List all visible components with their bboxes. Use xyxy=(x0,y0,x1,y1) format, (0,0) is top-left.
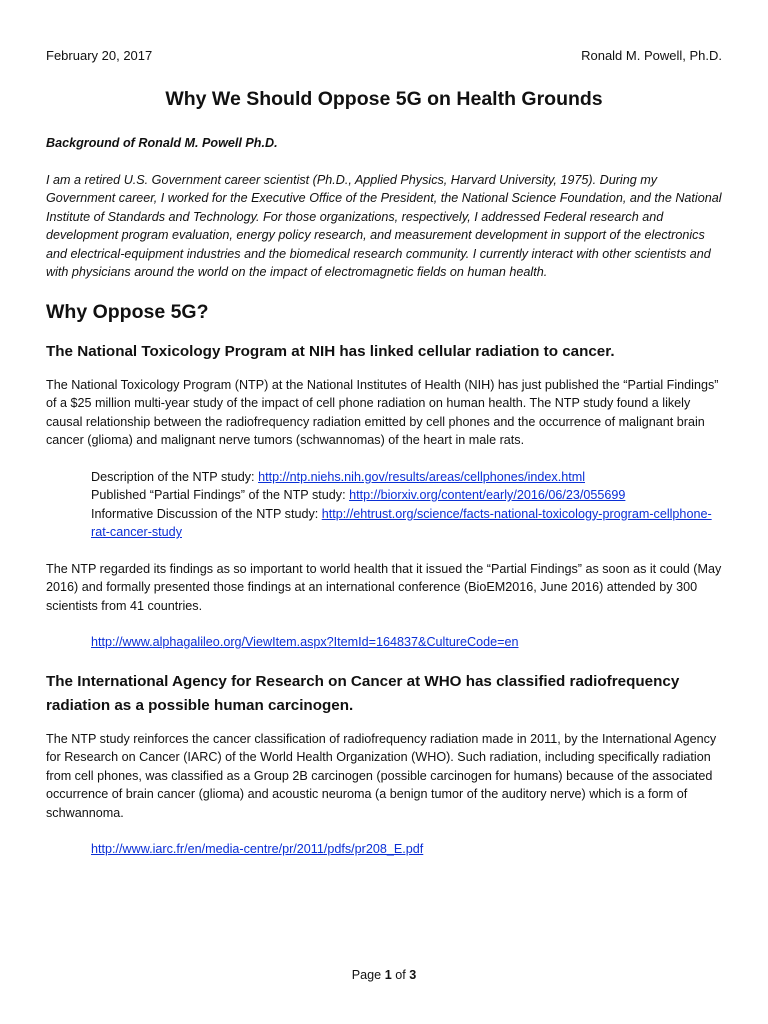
ntp-partial-findings-link[interactable]: http://biorxiv.org/content/early/2016/06/23/055699 xyxy=(349,488,626,502)
document-author: Ronald M. Powell, Ph.D. xyxy=(581,48,722,63)
link-label: Description of the NTP study: xyxy=(91,469,259,484)
iarc-heading: The International Agency for Research on Cancer at WHO has classified radiofrequency radiation as a possible human carcinogen. xyxy=(46,672,680,714)
ntp-heading: The National Toxicology Program at NIH has linked cellular radiation to cancer. xyxy=(46,342,615,360)
document-date: February 20, 2017 xyxy=(46,48,153,63)
ntp-links xyxy=(91,468,724,542)
ntp-paragraph-2: The NTP regarded its findings as so important to world health that it issued the “Partial Findings” as soon as it could (May 2016) and formally presented those findings at an international conference (BioEM2016, June 2016) attended by 300 scientists from 41 countries. xyxy=(46,561,722,613)
document-body xyxy=(46,134,724,877)
of-word: of xyxy=(391,968,410,982)
page-footer xyxy=(0,968,768,982)
ntp-paragraph-1: The National Toxicology Program (NTP) at the National Institutes of Health (NIH) has just published the “Partial Findings” of a $25 million multi-year study of the impact of cell phone radiation on human health. The NTP study found a likely causal relationship between the radiofrequency radiation emitted by cell phones and the occurrence of malignant brain cancer (glioma) and malignant nerve tumors (schwannomas) of the heart in male rats. xyxy=(46,377,719,447)
section-heading-why-oppose: Why Oppose 5G? xyxy=(46,300,209,323)
iarc-paragraph: The NTP study reinforces the cancer classification of radiofrequency radiation made in 2011, by the International Agency for Research on Cancer (IARC) of the World Health Organization (WHO). Such radiation, including specifically radiation from cell phones, was classified as a Group 2B carcinogen (possible carcinogen for humans) because of the associated occurrence of brain cancer (glioma) and acoustic neuroma (a benign tumor of the auditory nerve) which is a form of schwannoma. xyxy=(46,731,717,820)
alphagalileo-link[interactable]: http://www.alphagalileo.org/ViewItem.aspx?ItemId=164837&CultureCode=en xyxy=(91,635,519,649)
page-header xyxy=(46,48,722,63)
iarc-link[interactable]: http://www.iarc.fr/en/media-centre/pr/2011/pdfs/pr208_E.pdf xyxy=(91,842,424,856)
ntp-link-description xyxy=(91,468,724,487)
link-label: Published “Partial Findings” of the NTP study: xyxy=(91,488,350,502)
ntp-link-discussion xyxy=(91,505,724,542)
iarc-link-line xyxy=(91,840,724,859)
ntp-discussion-link[interactable]: http://ehtrust.org/science/facts-national-toxicology-program-cellphone-rat-cancer-study xyxy=(91,506,712,539)
ntp-description-link[interactable]: http://ntp.niehs.nih.gov/results/areas/cellphones/index.html xyxy=(258,469,585,484)
document-title: Why We Should Oppose 5G on Health Grounds xyxy=(165,88,603,110)
ntp-link-partial-findings xyxy=(91,486,724,505)
background-paragraph: I am a retired U.S. Government career scientist (Ph.D., Applied Physics, Harvard University, 1975). During my Government career, I worked for the Executive Office of the President, the National Science Foundation, and the National Institute of Standards and Technology. For those organizations, respectively, I addressed Federal research and development program evaluation, energy policy research, and measurement development in support of the electronics and electrical-equipment industries and the biomedical research community. I currently interact with other scientists and with physicians around the world on the impact of electromagnetic fields on human health. xyxy=(46,172,722,279)
alphagalileo-link-line xyxy=(91,633,724,652)
background-heading: Background of Ronald M. Powell Ph.D. xyxy=(46,136,278,150)
page-word: Page xyxy=(351,968,385,982)
page-number: 1 xyxy=(384,968,392,982)
page-total: 3 xyxy=(409,968,417,982)
link-label: Informative Discussion of the NTP study: xyxy=(91,506,322,521)
